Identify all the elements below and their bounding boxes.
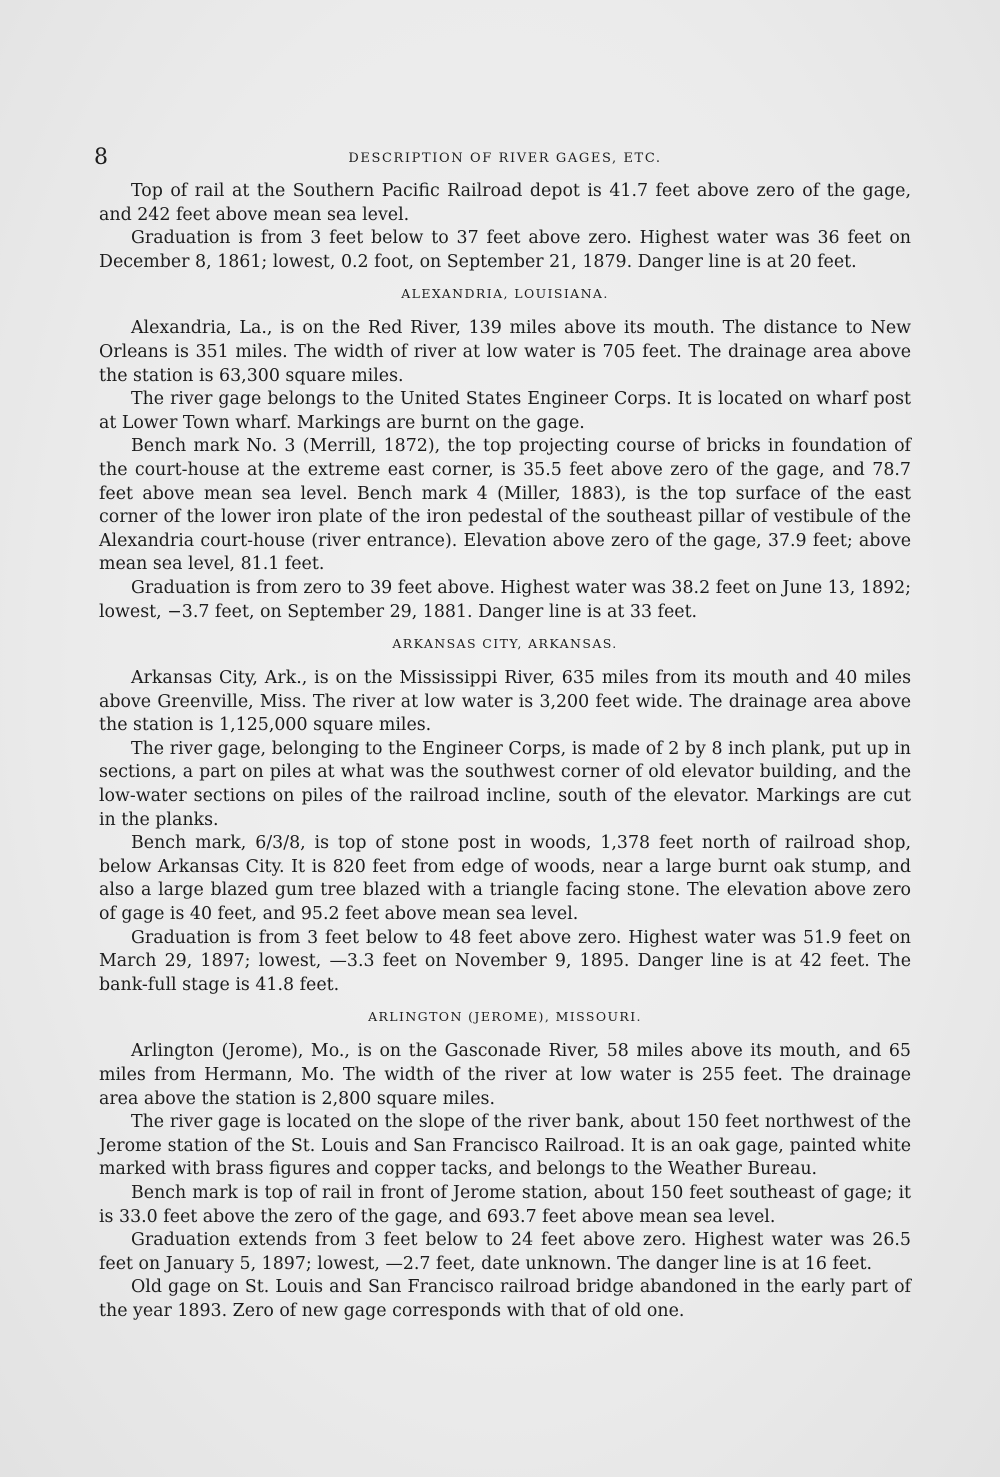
section-heading: ALEXANDRIA, LOUISIANA. [401, 286, 609, 302]
paragraph: Arlington (Jerome), Mo., is on the Gasconade River, 58 miles above its mouth, and 65 miles from Hermann, Mo. The width of the river at low water is 255 feet. The drainage area above the station is 2,800 square miles. [99, 1041, 911, 1109]
section-arkansas-city [99, 634, 911, 997]
paragraph: Top of rail at the Southern Pacific Railroad depot is 41.7 feet above zero of the gage, and 242 feet above mean sea level. [99, 181, 911, 225]
paragraph: The river gage is located on the slope of the river bank, about 150 feet northwest of the Jerome station of the St. Louis and San Francisco Railroad. It is an oak gage, painted white marked with brass figures and copper tacks, and belongs to the Weather Bureau. [99, 1112, 911, 1180]
running-title: DESCRIPTION OF RIVER GAGES, ETC. [348, 151, 662, 166]
paragraph: The river gage belongs to the United States Engineer Corps. It is located on wharf post at Lower Town wharf. Markings are burnt on the gage. [99, 389, 911, 433]
paragraph: Bench mark, 6/3/8, is top of stone post in woods, 1,378 feet north of railroad shop, below Arkansas City. It is 820 feet from edge of woods, near a large burnt oak stump, and also a large blazed gum tree blazed with a triangle facing stone. The elevation above zero of gage is 40 feet, and 95.2 feet above mean sea level. [99, 833, 911, 925]
paragraph: Alexandria, La., is on the Red River, 139 miles above its mouth. The distance to New Orleans is 351 miles. The width of river at low water is 705 feet. The drainage area above the station is 63,300 square miles. [99, 318, 911, 386]
page-header [94, 144, 916, 172]
section-heading: ARKANSAS CITY, ARKANSAS. [392, 636, 618, 652]
paragraph: The river gage, belonging to the Engineer Corps, is made of 2 by 8 inch plank, put up in sections, a part on piles at what was the southwest corner of old elevator building, and the low-water sections on piles of the railroad incline, south of the elevator. Markings are cut in the planks. [99, 738, 911, 830]
section-heading: ARLINGTON (JEROME), MISSOURI. [368, 1009, 642, 1025]
section-alexandria [99, 284, 911, 624]
paragraph: Bench mark is top of rail in front of Jerome station, about 150 feet southeast of gage; it is 33.0 feet above the zero of the gage, and 693.7 feet above mean sea level. [99, 1182, 911, 1227]
page-number: 8 [94, 145, 108, 170]
paragraph: Graduation is from 3 feet below to 37 feet above zero. Highest water was 36 feet on December 8, 1861; lowest, 0.2 foot, on September 21, 1879. Danger line is at 20 feet. [99, 228, 911, 272]
intro-section [99, 180, 911, 274]
paragraph: Old gage on St. Louis and San Francisco railroad bridge abandoned in the early part of the year 1893. Zero of new gage corresponds with that of old one. [99, 1277, 911, 1321]
paragraph: Graduation is from zero to 39 feet above. Highest water was 38.2 feet on June 13, 1892; lowest, −3.7 feet, on September 29, 1881. Danger line is at 33 feet. [99, 577, 911, 622]
paragraph: Graduation is from 3 feet below to 48 feet above zero. Highest water was 51.9 feet on March 29, 1897; lowest, —3.3 feet on November 9, 1895. Danger line is at 42 feet. The bank-full stage is 41.8 feet. [99, 927, 911, 995]
body-text [99, 180, 911, 1324]
paragraph: Arkansas City, Ark., is on the Mississippi River, 635 miles from its mouth and 40 miles above Greenville, Miss. The river at low water is 3,200 feet wide. The drainage area above the station is 1,125,000 square miles. [99, 668, 911, 736]
paragraph: Graduation extends from 3 feet below to 24 feet above zero. Highest water was 26.5 feet on January 5, 1897; lowest, —2.7 feet, date unknown. The danger line is at 16 feet. [99, 1230, 911, 1274]
paragraph: Bench mark No. 3 (Merrill, 1872), the top projecting course of bricks in foundation of the court-house at the extreme east corner, is 35.5 feet above zero of the gage, and 78.7 feet above mean sea level. Bench mark 4 (Miller, 1883), is the top surface of the east corner of the lower iron plate of the iron pedestal of the southeast pillar of vestibule of the Alexandria court-house (river entrance). Elevation above zero of the gage, 37.9 feet; above mean sea level, 81.1 feet. [99, 436, 911, 575]
section-arlington [99, 1007, 911, 1323]
